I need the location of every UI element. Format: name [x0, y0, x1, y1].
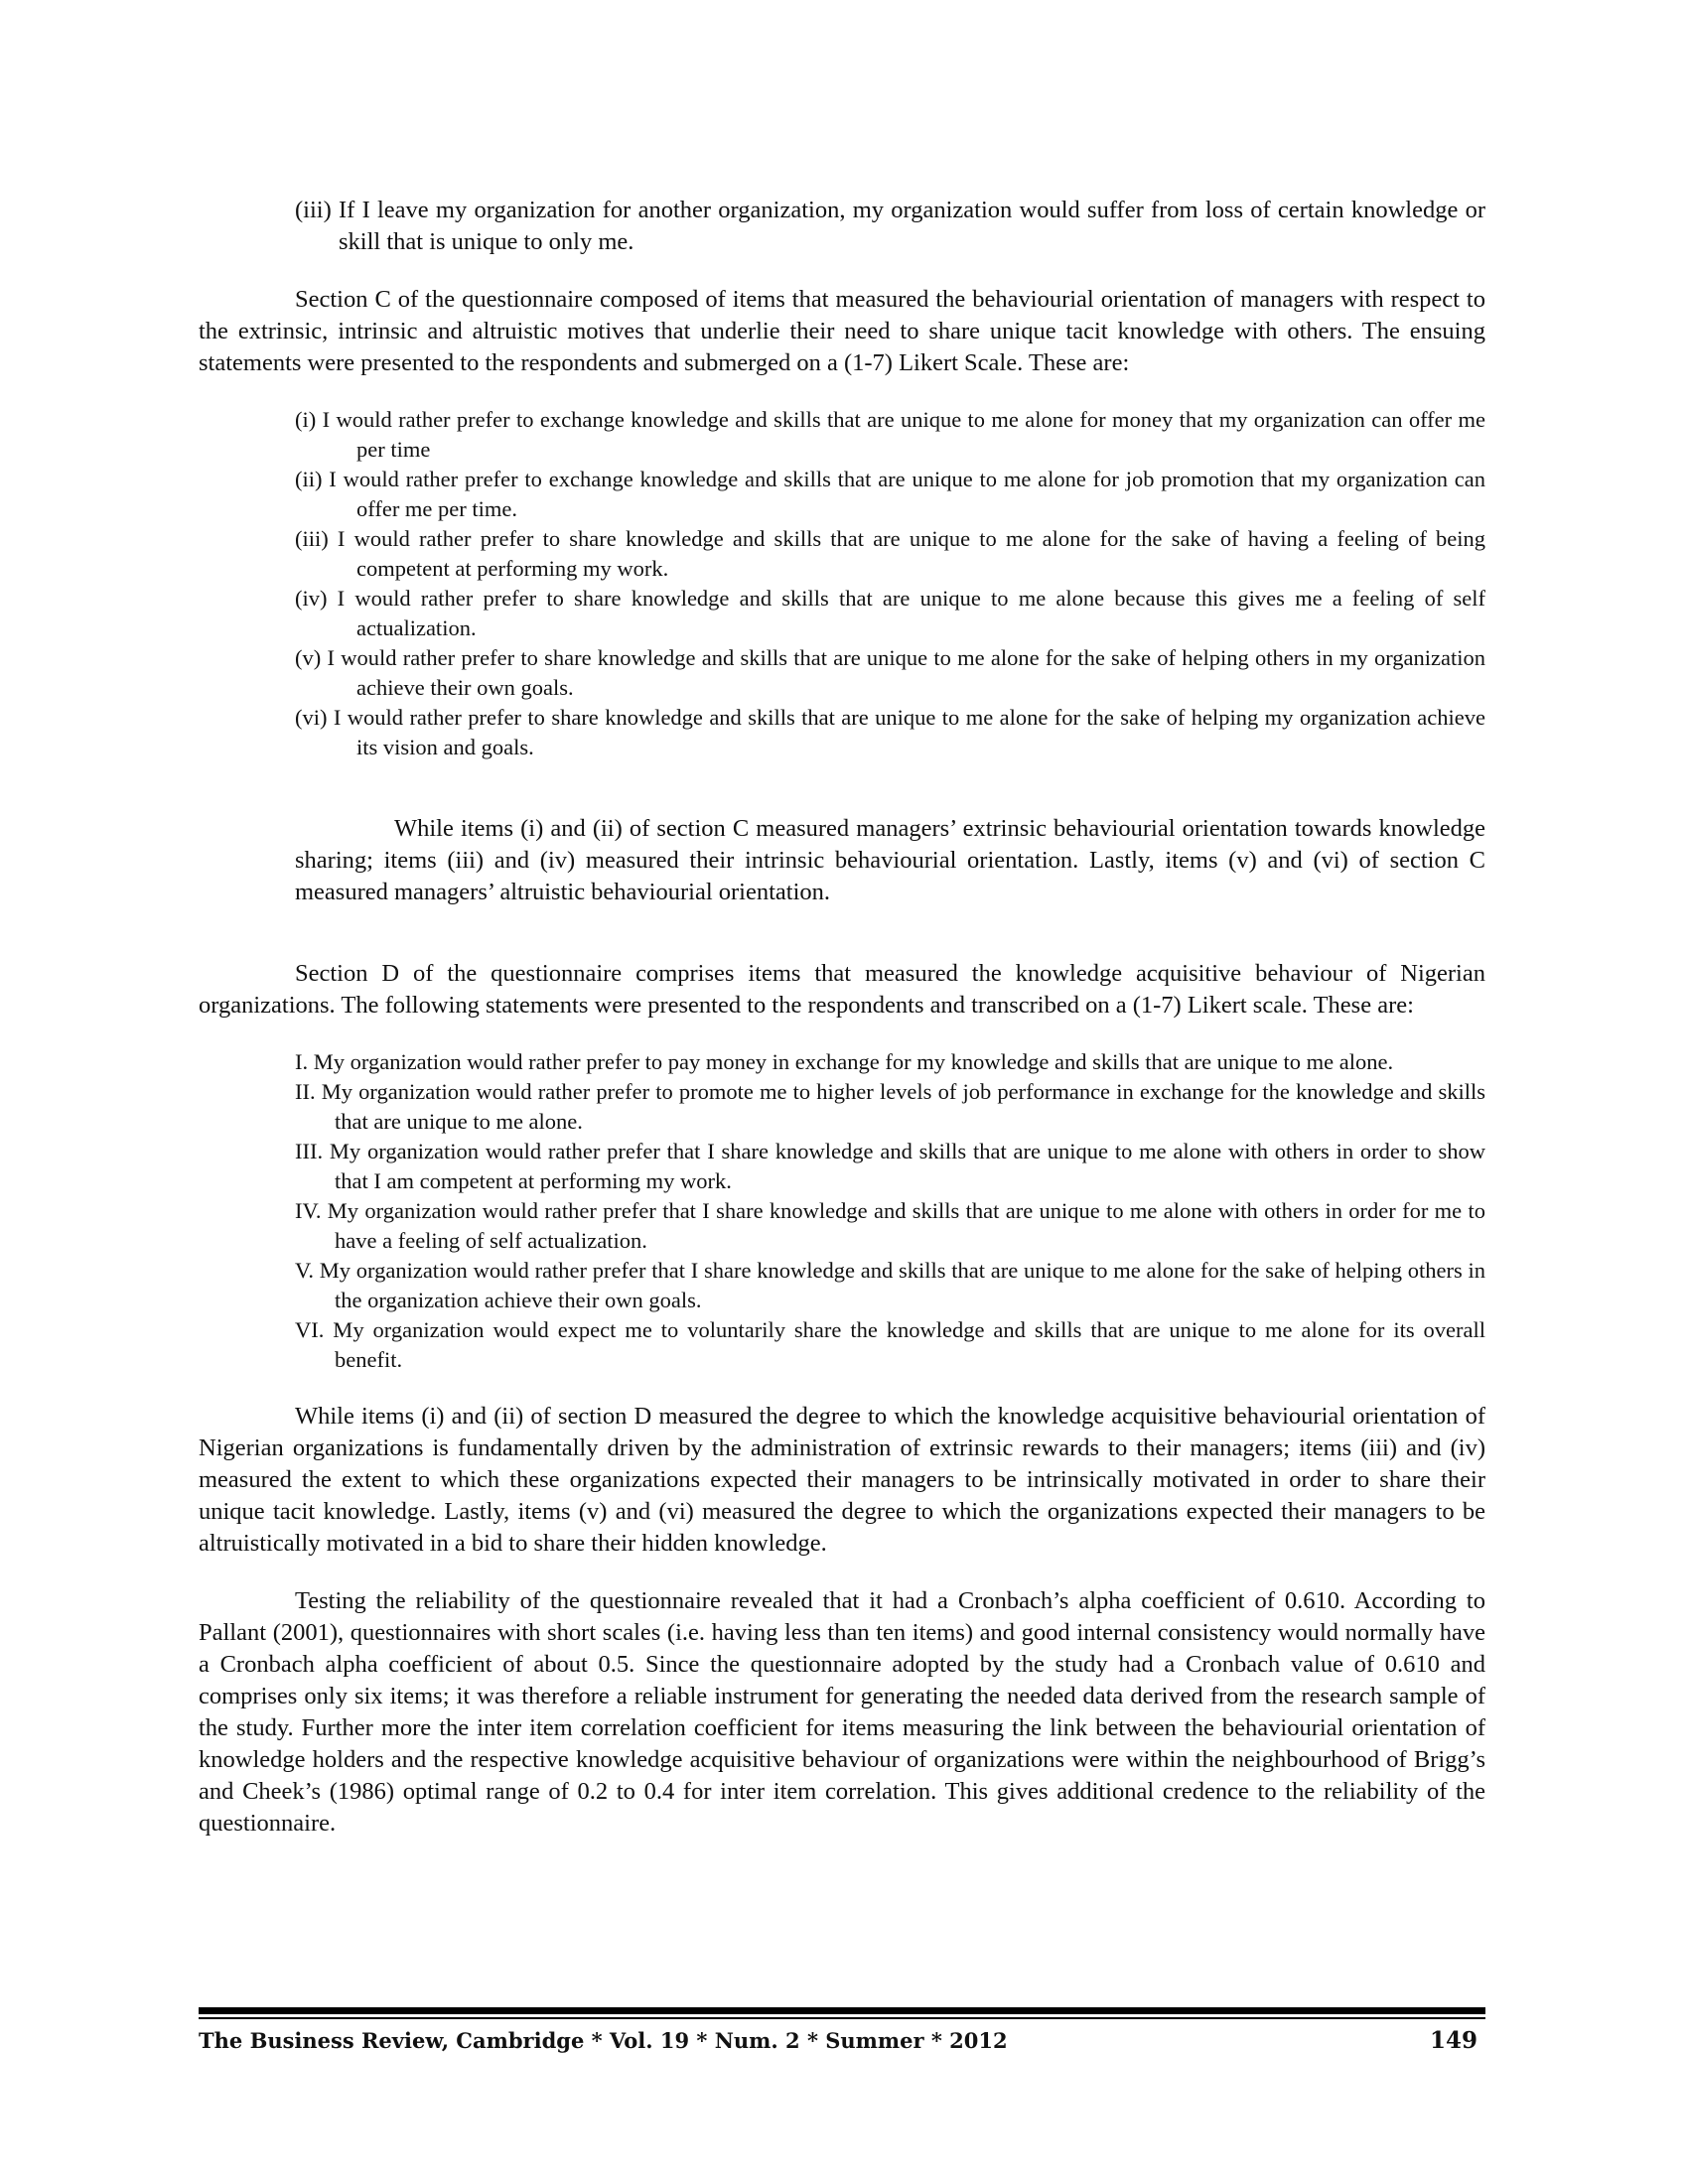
section-d-intro: Section D of the questionnaire comprises items that measured the knowledge acquisitive behaviour of Nigerian organizations. The following statements were presented to the respondents and transcribed on a (1-7) Likert scale. These are:	[199, 960, 1485, 1019]
page-footer	[199, 2027, 1485, 2054]
page-number: 149	[1429, 2027, 1477, 2054]
journal-citation: The Business Review, Cambridge * Vol. 19 * Num. 2 * Summer * 2012	[199, 2028, 1008, 2053]
footer-rule-thin	[199, 2017, 1485, 2019]
list-item: (iii) I would rather prefer to share knowledge and skills that are unique to me alone for the sake of having a feeling of being competent at performing my work.	[295, 526, 1485, 581]
reliability-paragraph: Testing the reliability of the questionnaire revealed that it had a Cronbach’s alpha coefficient of 0.610. According to Pallant (2001), questionnaires with short scales (i.e. having less than ten items) and good internal consistency would normally have a Cronbach alpha coefficient of about 0.5. Since the questionnaire adopted by the study had a Cronbach value of 0.610 and comprises only six items; it was therefore a reliable instrument for generating the needed data derived from the research sample of the study. Further more the inter item correlation coefficient for items measuring the link between the behaviourial orientation of knowledge holders and the respective knowledge acquisitive behaviour of organizations were within the neighbourhood of Brigg’s and Cheek’s (1986) optimal range of 0.2 to 0.4 for inter item correlation. This gives additional credence to the reliability of the questionnaire.	[199, 1587, 1485, 1837]
list-item: (vi) I would rather prefer to share knowledge and skills that are unique to me alone for the sake of helping my organization achieve its vision and goals.	[295, 705, 1485, 759]
page-body	[199, 195, 1485, 1840]
list-item: (iv) I would rather prefer to share knowledge and skills that are unique to me alone because this gives me a feeling of self actualization.	[295, 586, 1485, 640]
list-item: (v) I would rather prefer to share knowledge and skills that are unique to me alone for the sake of helping others in my organization achieve their own goals.	[295, 645, 1485, 700]
list-item: (ii) I would rather prefer to exchange knowledge and skills that are unique to me alone for job promotion that my organization can offer me per time.	[295, 467, 1485, 521]
list-item: V. My organization would rather prefer that I share knowledge and skills that are unique to me alone for the sake of helping others in the organization achieve their own goals.	[295, 1258, 1485, 1312]
list-item: II. My organization would rather prefer to promote me to higher levels of job performance in exchange for the knowledge and skills that are unique to me alone.	[295, 1079, 1485, 1134]
section-d-note: While items (i) and (ii) of section D measured the degree to which the knowledge acquisitive behaviourial orientation of Nigerian organizations is fundamentally driven by the administration of extrinsic rewards to their managers; items (iii) and (iv) measured the extent to which these organizations expected their managers to be intrinsically motivated in order to share their unique tacit knowledge. Lastly, items (v) and (vi) measured the degree to which the organizations expected their managers to be altruistically motivated in a bid to share their hidden knowledge.	[199, 1403, 1485, 1557]
lead-item: (iii) If I leave my organization for another organization, my organization would suffer from loss of certain knowledge or skill that is unique to only me.	[295, 197, 1485, 255]
section-d-list	[295, 1047, 1485, 1375]
section-c-intro: Section C of the questionnaire composed of items that measured the behaviourial orientation of managers with respect to the extrinsic, intrinsic and altruistic motives that underlie their need to share unique tacit knowledge with others. The ensuing statements were presented to the respondents and submerged on a (1-7) Likert Scale. These are:	[199, 286, 1485, 376]
footer-rule-thick	[199, 2007, 1485, 2014]
list-item: VI. My organization would expect me to voluntarily share the knowledge and skills that are unique to me alone for its overall benefit.	[295, 1317, 1485, 1372]
list-item: IV. My organization would rather prefer that I share knowledge and skills that are unique to me alone with others in order for me to have a feeling of self actualization.	[295, 1198, 1485, 1253]
list-item: I. My organization would rather prefer to pay money in exchange for my knowledge and skills that are unique to me alone.	[295, 1049, 1394, 1074]
section-c-note: While items (i) and (ii) of section C measured managers’ extrinsic behaviourial orientation towards knowledge sharing; items (iii) and (iv) measured their intrinsic behaviourial orientation. Lastly, items (v) and (vi) of section C measured managers’ altruistic behaviourial orientation.	[295, 814, 1485, 905]
list-item: III. My organization would rather prefer that I share knowledge and skills that are unique to me alone with others in order to show that I am competent at performing my work.	[295, 1139, 1485, 1193]
list-item: (i) I would rather prefer to exchange knowledge and skills that are unique to me alone for money that my organization can offer me per time	[295, 407, 1485, 462]
section-c-list	[295, 405, 1485, 762]
